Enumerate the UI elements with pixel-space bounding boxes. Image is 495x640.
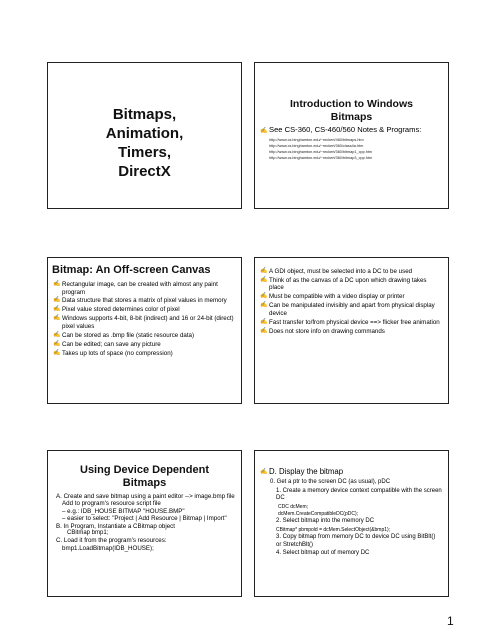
code-line: CBitmap bmp1;: [67, 530, 109, 537]
pen-bullet-icon: ✍: [53, 306, 61, 313]
step-line: C. Load it from the program's resources:: [56, 537, 167, 545]
bullet-item: ✍ Must be compatible with a video display or printer: [260, 293, 405, 301]
slide-device-dependent: [47, 450, 242, 597]
bullet-list: [255, 126, 448, 135]
bullet-item: ✍ Fast transfer to/from physical device ==> flicker free animation: [260, 318, 440, 326]
step-line: 3. Copy bitmap from memory DC to device DC using BitBlt() or StretchBlt(): [276, 534, 436, 548]
bullet-item: ✍ Data structure that stores a matrix of pixel values in memory: [53, 297, 227, 305]
pen-bullet-icon: ✍: [53, 349, 61, 356]
bullet-item: ✍ Can be stored as .bmp file (static resource data): [53, 331, 195, 339]
code-line: CDC dcMem;: [278, 503, 309, 510]
steps-text: [48, 493, 241, 552]
pen-bullet-icon: ✍: [53, 331, 61, 338]
step-line: A. Create and save bitmap using a paint editor --> image.bmp file: [56, 493, 235, 500]
slide-title: Bitmap: An Off-screen Canvas: [52, 264, 211, 276]
bullet-item: ✍ Does not store info on drawing commands: [260, 327, 385, 335]
pen-bullet-icon: ✍: [53, 297, 61, 304]
step-line: – e.g.: IDB_HOUSE BITMAP "HOUSE.BMP": [62, 507, 185, 515]
step-line: 4. Select bitmap out of memory DC: [276, 550, 370, 557]
pen-bullet-icon: ✍: [260, 469, 268, 475]
pen-bullet-icon: ✍: [260, 128, 268, 134]
code-line: CBitmap* pbmpold = dcMem.SelectObject(&bmp1);: [276, 526, 391, 533]
slide-title: Using Device Dependent Bitmaps: [80, 464, 209, 489]
slide-display-bitmap: [254, 450, 449, 597]
url-list: [255, 136, 448, 162]
steps-list: [255, 479, 448, 558]
pen-bullet-icon: ✍: [260, 327, 268, 334]
pen-bullet-icon: ✍: [260, 276, 268, 283]
bullet-list: [255, 258, 448, 335]
bullet-item: ✍ A GDI object, must be selected into a DC to be used: [260, 268, 413, 275]
slide-title: Introduction to Windows Bitmaps: [290, 98, 413, 123]
slide-title: [47, 62, 242, 209]
bullet-item: ✍ Think of as the canvas of a DC upon which drawing takes place: [260, 276, 427, 292]
url-link[interactable]: http://www.cs.binghamton.edu/~reckert/360/class4a.htm: [269, 143, 364, 148]
step-line: Add to program's resource script file: [62, 500, 161, 508]
bullet-item: ✍ See CS-360, CS-460/560 Notes & Programs:: [260, 125, 422, 134]
page-number: 1: [447, 614, 454, 628]
bullet-item: ✍ Takes up lots of space (no compression): [53, 349, 173, 357]
step-line: 2. Select bitmap into the memory DC: [276, 517, 375, 524]
pen-bullet-icon: ✍: [53, 281, 61, 287]
presentation-title: Bitmaps, Animation, Timers, DirectX: [105, 106, 184, 180]
step-line: 1. Create a memory device context compatible with the screen DC: [276, 487, 442, 501]
slide-gdi-object: [254, 257, 449, 404]
bullet-item: ✍ Windows supports 4-bit, 8-bit (indirect) and 16 or 24-bit (direct) pixel values: [53, 315, 234, 330]
code-line: dcMem.CreateCompatibleDC(pDC);: [278, 510, 359, 517]
code-line: bmp1.LoadBitmap(IDB_HOUSE);: [62, 544, 154, 552]
pen-bullet-icon: ✍: [53, 340, 61, 347]
url-link[interactable]: http://www.cs.binghamton.edu/~reckert/460/bitmaps.htm: [269, 137, 364, 142]
step-line: 0. Get a ptr to the screen DC (as usual), pDC: [270, 479, 391, 485]
pen-bullet-icon: ✍: [260, 302, 268, 309]
bullet-item: ✍ Rectangular image, can be created with almost any paint program: [53, 281, 218, 296]
url-link[interactable]: http://www.cs.binghamton.edu/~reckert/360/bitmap3_cpp.htm: [269, 156, 373, 161]
pen-bullet-icon: ✍: [260, 293, 268, 300]
bullet-item: ✍ Can be edited; can save any picture: [53, 340, 161, 348]
step-line: B. In Program, Instantiate a CBitmap object: [56, 522, 175, 530]
pen-bullet-icon: ✍: [53, 315, 61, 322]
step-line: – easier to select: "Project | Add Resource | Bitmap | Import": [62, 515, 227, 523]
slide-intro-bitmaps: [254, 62, 449, 209]
url-link[interactable]: http://www.cs.binghamton.edu/~reckert/360/bitmap1_cpp.htm: [269, 150, 373, 155]
bullet-item: ✍ Can be manipulated invisibly and apart from physical display device: [260, 302, 435, 317]
pen-bullet-icon: ✍: [260, 318, 268, 325]
bullet-item: ✍ Pixel value stored determines color of pixel: [53, 306, 180, 314]
pen-bullet-icon: ✍: [260, 268, 268, 274]
bullet-list: [48, 281, 241, 357]
slide-heading: ✍ D. Display the bitmap: [260, 467, 344, 476]
slide-offscreen-canvas: [47, 257, 242, 404]
